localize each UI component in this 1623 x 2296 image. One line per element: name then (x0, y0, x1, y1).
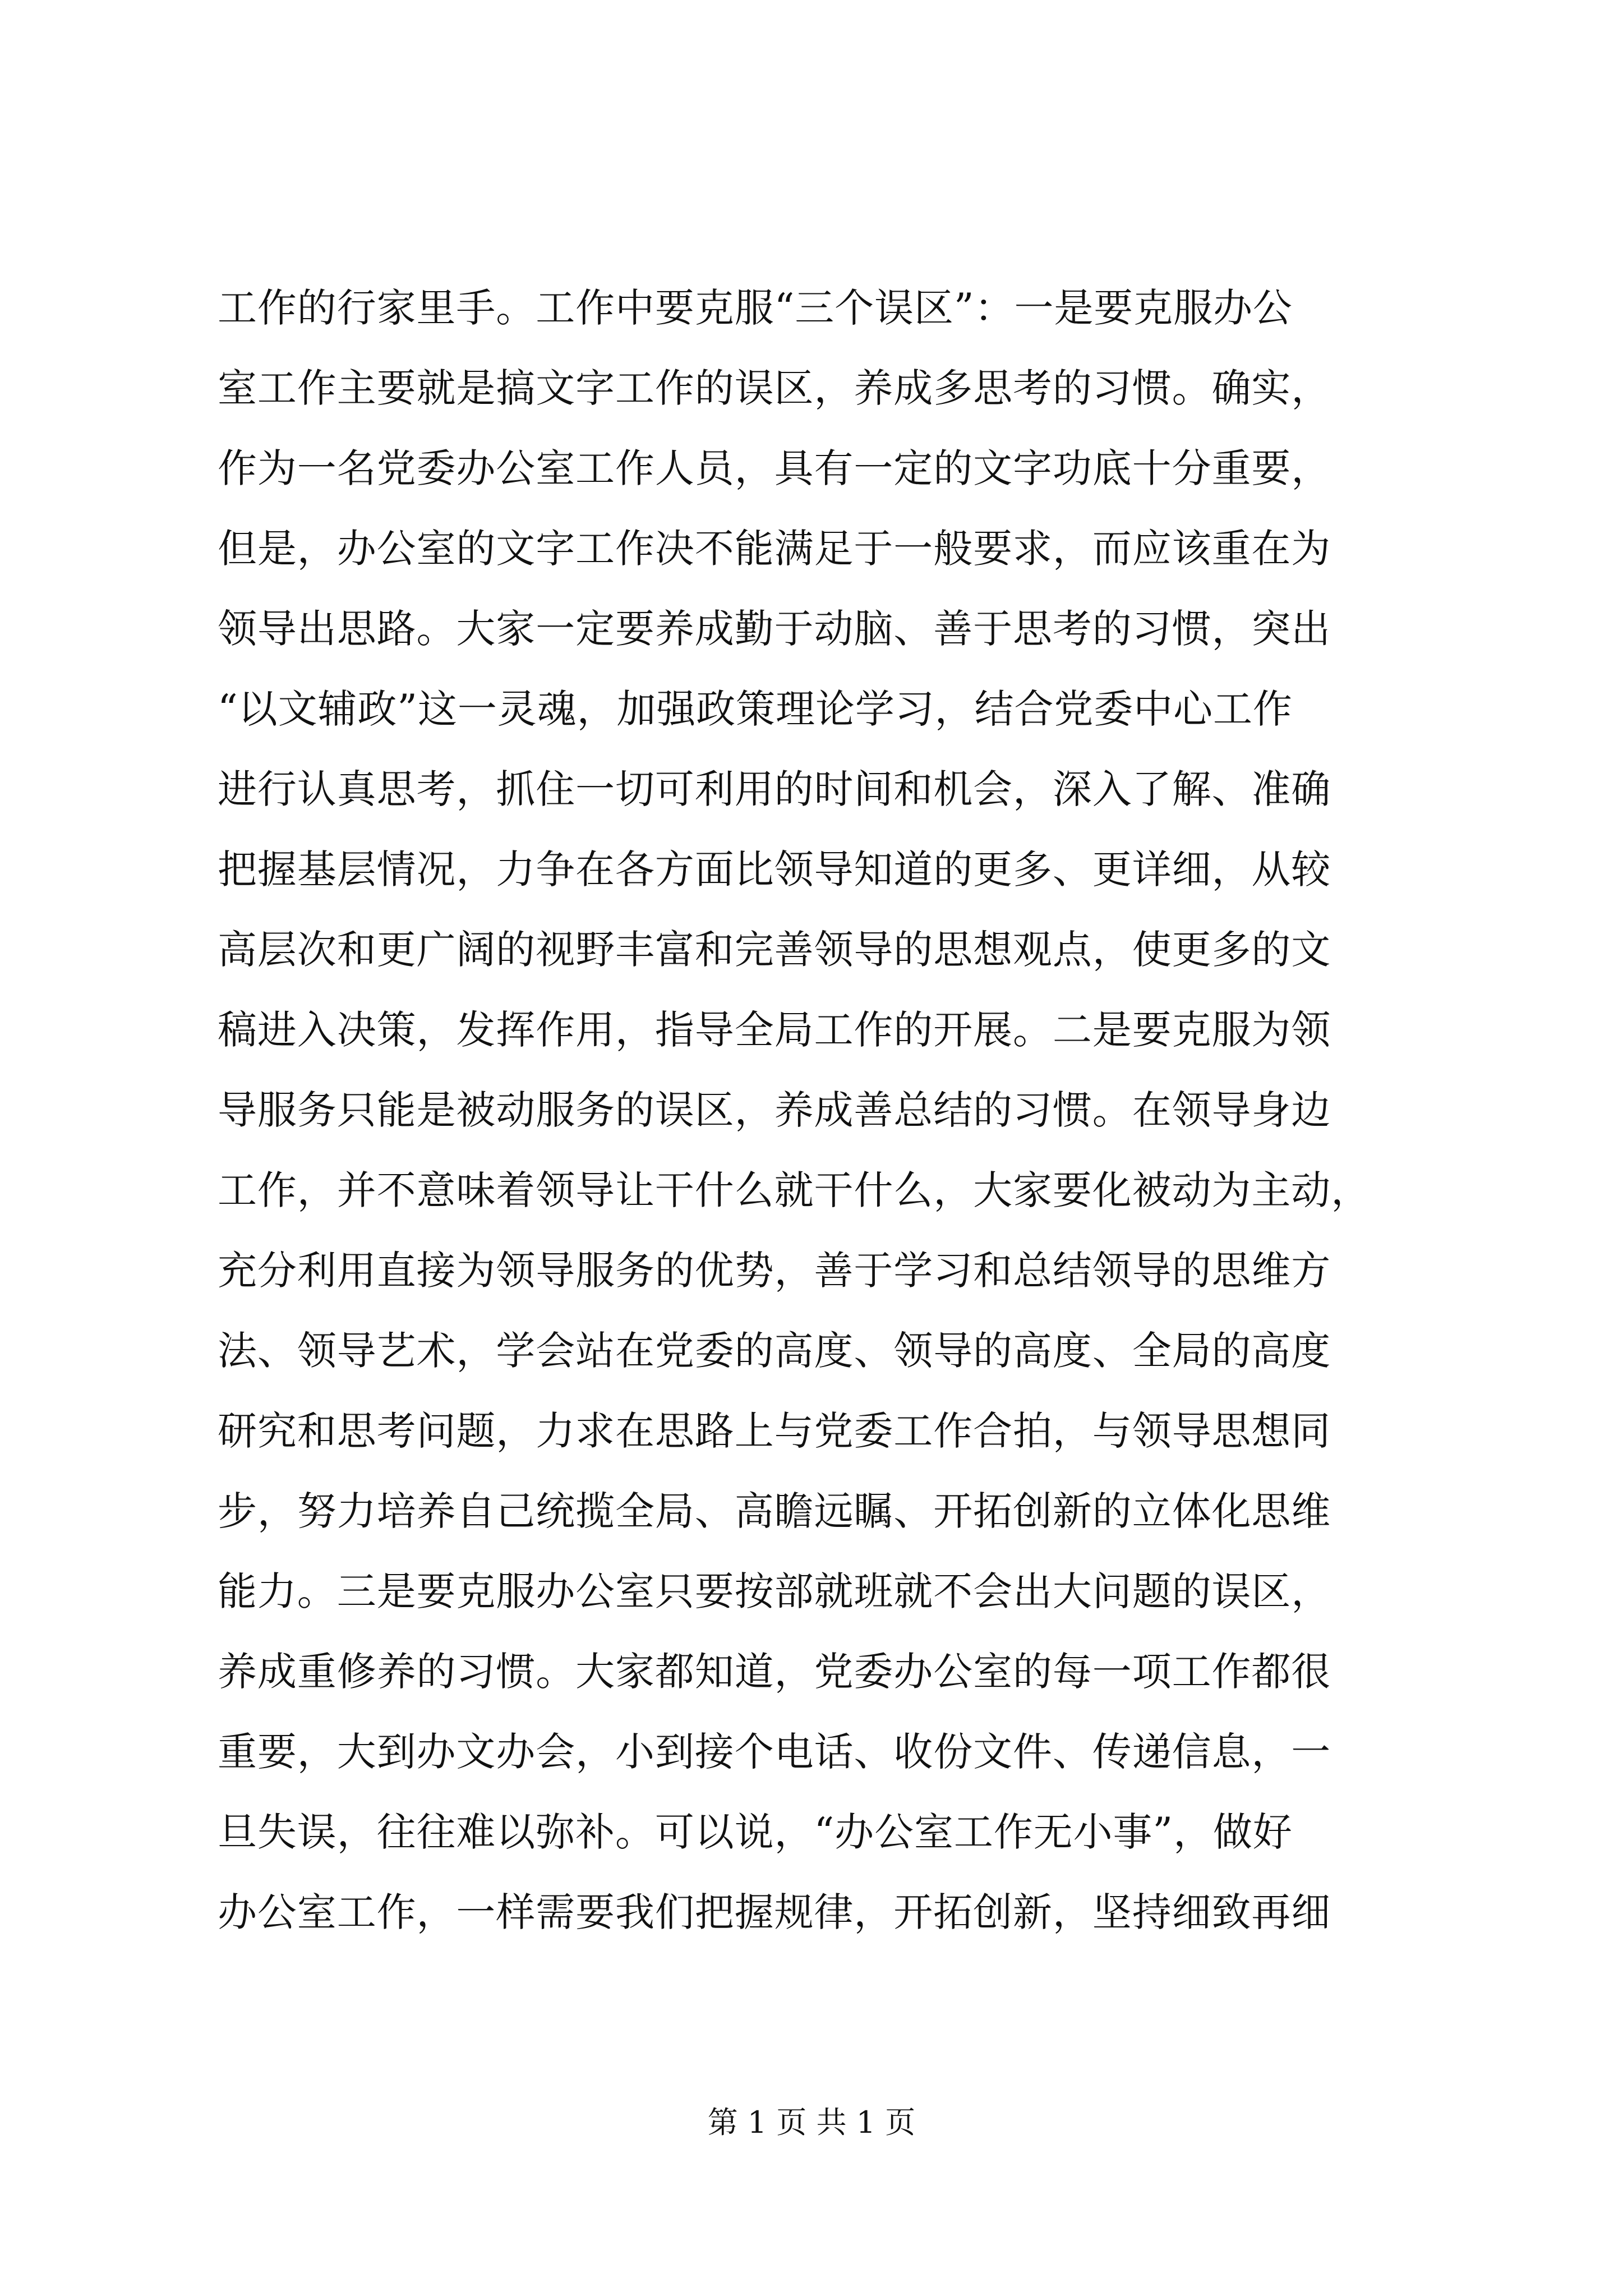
text-line: 作为一名党委办公室工作人员，具有一定的文字功底十分重要， (218, 445, 1331, 491)
document-body (218, 268, 1451, 1953)
text-line: 进行认真思考，抓住一切可利用的时间和机会，深入了解、准确 (218, 766, 1331, 812)
text-line: 室工作主要就是搞文字工作的误区，养成多思考的习惯。确实， (218, 365, 1331, 411)
text-line: 工作的行家里手。工作中要克服“三个误区”：一是要克服办公 (218, 285, 1293, 331)
text-line: 重要，大到办文办会，小到接个电话、收份文件、传递信息，一 (218, 1729, 1331, 1775)
text-line: 领导出思路。大家一定要养成勤于动脑、善于思考的习惯，突出 (218, 606, 1331, 652)
text-line: 高层次和更广阔的视野丰富和完善领导的思想观点，使更多的文 (218, 927, 1331, 973)
text-line: 导服务只能是被动服务的误区，养成善总结的习惯。在领导身边 (218, 1087, 1331, 1133)
text-line: 步，努力培养自己统揽全局、高瞻远瞩、开拓创新的立体化思维 (218, 1488, 1331, 1534)
text-line: 但是，办公室的文字工作决不能满足于一般要求，而应该重在为 (218, 526, 1331, 572)
text-line: 法、领导艺术，学会站在党委的高度、领导的高度、全局的高度 (218, 1328, 1331, 1374)
text-line: 研究和思考问题，力求在思路上与党委工作合拍，与领导思想同 (218, 1408, 1331, 1454)
text-line: 旦失误，往往难以弥补。可以说，“办公室工作无小事”，做好 (218, 1809, 1293, 1855)
text-line: 充分利用直接为领导服务的优势，善于学习和总结领导的思维方 (218, 1248, 1331, 1294)
text-line: 工作，并不意味着领导让干什么就干什么，大家要化被动为主动， (218, 1167, 1371, 1213)
text-line: 养成重修养的习惯。大家都知道，党委办公室的每一项工作都很 (218, 1649, 1331, 1695)
text-line: 稿进入决策，发挥作用，指导全局工作的开展。二是要克服为领 (218, 1007, 1331, 1053)
text-line: 把握基层情况，力争在各方面比领导知道的更多、更详细，从较 (218, 846, 1331, 892)
text-line: “以文辅政”这一灵魂，加强政策理论学习，结合党委中心工作 (218, 686, 1293, 732)
page-number-footer: 第 1 页 共 1 页 (707, 2105, 916, 2140)
text-line: 办公室工作，一样需要我们把握规律，开拓创新，坚持细致再细 (218, 1889, 1331, 1935)
text-line: 能力。三是要克服办公室只要按部就班就不会出大问题的误区， (218, 1568, 1331, 1614)
